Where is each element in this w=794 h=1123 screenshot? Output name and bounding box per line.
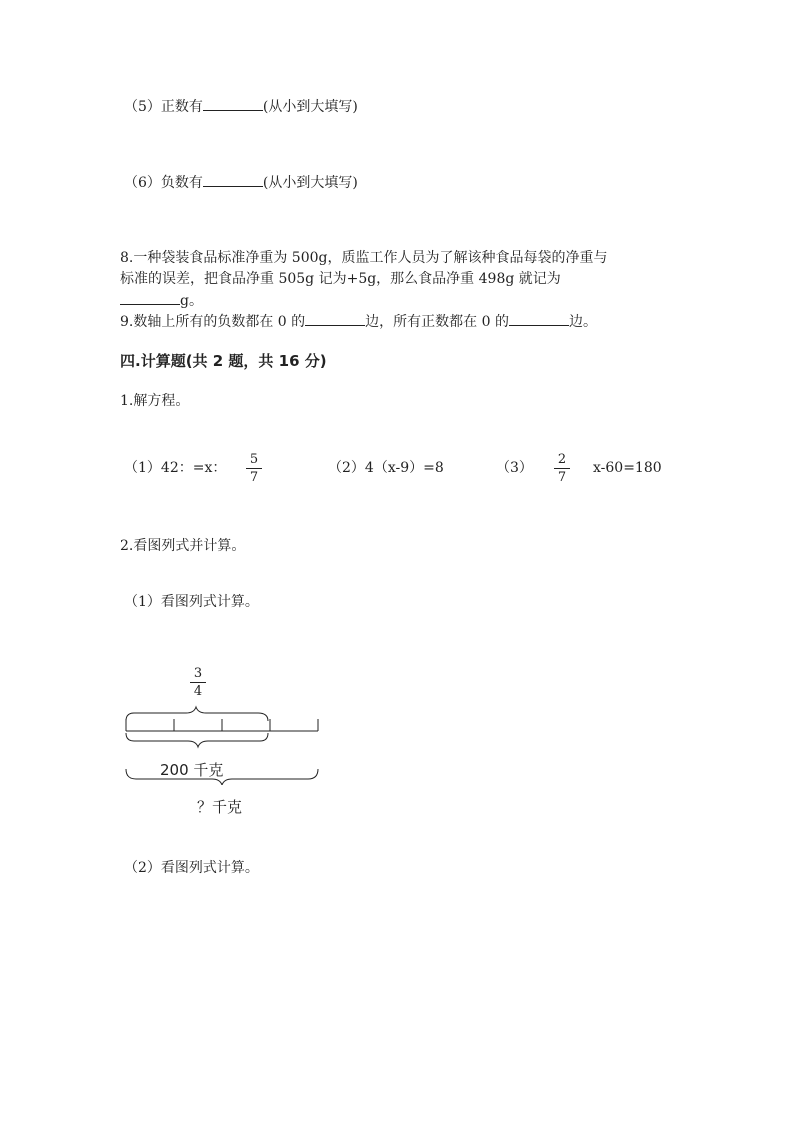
diagram-fraction xyxy=(190,666,206,699)
eq1-frac-num: 5 xyxy=(249,452,259,467)
eq1-fraction xyxy=(246,452,262,485)
q8-line2: 标准的误差，把食品净重 505g 记为+5g，那么食品净重 498g 就记为 xyxy=(120,271,561,287)
q9-part2: 边，所有正数都在 0 的 xyxy=(365,314,509,330)
eq1-label: （1）42：=x： xyxy=(124,460,227,476)
q2-sub1: （1）看图列式计算。 xyxy=(124,594,259,610)
eq3-frac-num: 2 xyxy=(557,452,567,467)
q2-title: 2.看图列式并计算。 xyxy=(120,538,246,554)
q5-blank[interactable] xyxy=(203,96,263,111)
q8-line1: 8.一种袋装食品标准净重为 500g，质监工作人员为了解该种食品每袋的净重与 xyxy=(120,250,608,266)
eq3-label: （3） xyxy=(496,460,533,476)
q6-prefix: （6）负数有 xyxy=(124,175,203,191)
q9-blank2[interactable] xyxy=(509,311,569,326)
q9-blank1[interactable] xyxy=(305,311,365,326)
q6-blank[interactable] xyxy=(203,172,263,187)
middle-brace xyxy=(126,733,268,747)
eq1-frac-den: 7 xyxy=(249,470,259,485)
q1-title: 1.解方程。 xyxy=(120,393,190,409)
eq2: （2）4（x-9）=8 xyxy=(328,460,444,476)
eq3-frac-den: 7 xyxy=(557,470,567,485)
q6-suffix: (从小到大填写) xyxy=(262,175,358,191)
unknown-weight-label: ？千克 xyxy=(197,798,243,816)
q5-suffix: (从小到大填写) xyxy=(262,99,358,115)
q6-line xyxy=(124,172,358,193)
q8-line3 xyxy=(120,290,203,311)
eq3-rest: x-60=180 xyxy=(593,460,662,476)
q2-sub2: （2）看图列式计算。 xyxy=(124,860,259,876)
q9-line xyxy=(120,311,597,332)
diagram-frac-num: 3 xyxy=(193,666,203,681)
q8-blank[interactable] xyxy=(120,290,180,305)
q9-part3: 边。 xyxy=(568,314,597,330)
known-weight-label: 200 千克 xyxy=(160,761,224,779)
q9-part1: 9.数轴上所有的负数都在 0 的 xyxy=(120,314,306,330)
top-brace xyxy=(126,707,268,721)
q5-prefix: （5）正数有 xyxy=(124,99,203,115)
section4-title: 四.计算题(共 2 题，共 16 分) xyxy=(120,352,327,370)
q8-suffix: g。 xyxy=(180,293,203,309)
diagram-frac-den: 4 xyxy=(193,684,203,699)
eq3-fraction xyxy=(554,452,570,485)
q5-line xyxy=(124,96,358,117)
